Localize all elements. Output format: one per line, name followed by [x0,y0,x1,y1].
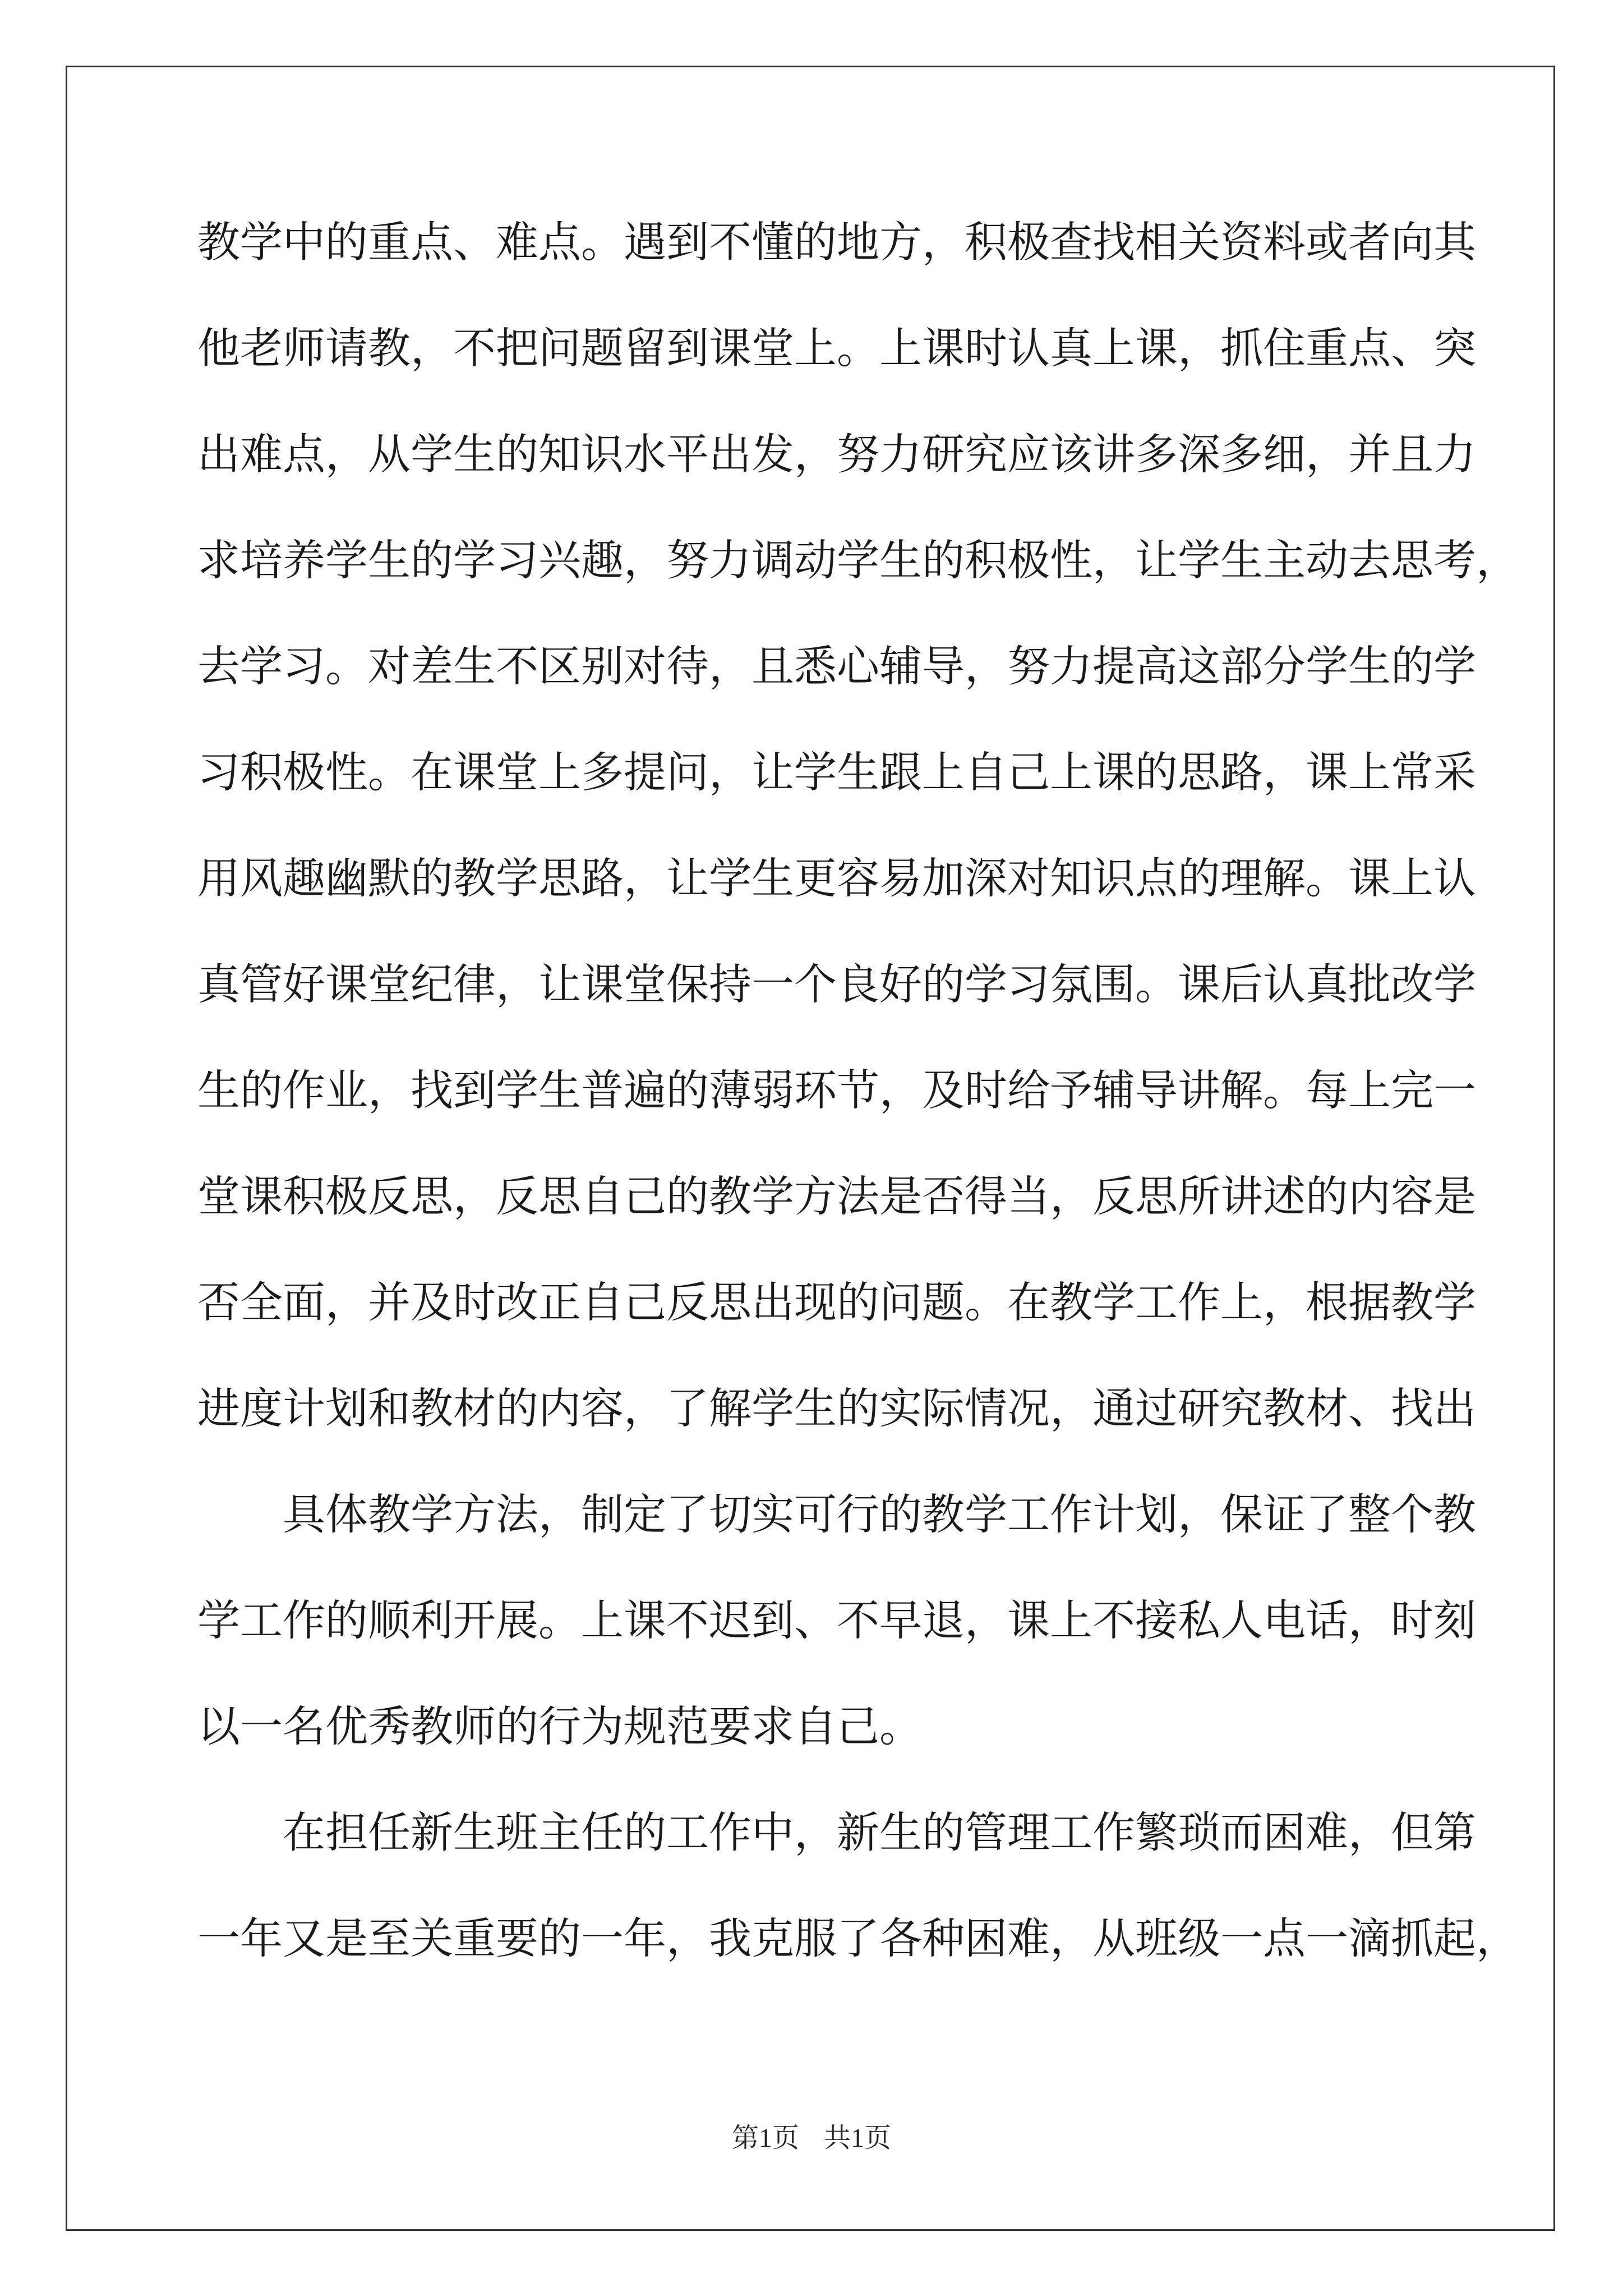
text-line: 去学习。对差生不区别对待，且悉心辅导，努力提高这部分学生的学 [197,641,1476,691]
text-line: 他老师请教，不把问题留到课堂上。上课时认真上课，抓住重点、突 [197,323,1476,373]
text-line: 教学中的重点、难点。遇到不懂的地方，积极查找相关资料或者向其 [197,217,1476,267]
paragraph-first-line: 具体教学方法，制定了切实可行的教学工作计划，保证了整个教 [283,1489,1476,1539]
text-line: 真管好课堂纪律，让课堂保持一个良好的学习氛围。课后认真批改学 [197,959,1476,1009]
text-line: 用风趣幽默的教学思路，让学生更容易加深对知识点的理解。课上认 [197,853,1476,903]
text-line: 堂课积极反思，反思自己的教学方法是否得当，反思所讲述的内容是 [197,1171,1476,1221]
page-total: 共1页 [824,2123,892,2153]
paragraph-first-line: 在担任新生班主任的工作中，新生的管理工作繁琐而困难，但第 [283,1807,1476,1857]
text-line: 进度计划和教材的内容，了解学生的实际情况，通过研究教材、找出 [197,1383,1476,1433]
text-line: 生的作业，找到学生普遍的薄弱环节，及时给予辅导讲解。每上完一 [197,1065,1476,1115]
page-number: 第1页 [731,2123,799,2153]
text-line: 一年又是至关重要的一年，我克服了各种困难，从班级一点一滴抓起， [197,1913,1519,1963]
page-footer [0,2122,1623,2155]
text-line: 否全面，并及时改正自己反思出现的问题。在教学工作上，根据教学 [197,1277,1476,1327]
text-line: 学工作的顺利开展。上课不迟到、不早退，课上不接私人电话，时刻 [197,1595,1476,1645]
text-line: 以一名优秀教师的行为规范要求自己。 [197,1701,922,1751]
text-line: 出难点，从学生的知识水平出发，努力研究应该讲多深多细，并且力 [197,429,1476,479]
text-line: 求培养学生的学习兴趣，努力调动学生的积极性，让学生主动去思考， [197,535,1519,585]
page-border [66,66,1555,2231]
text-line: 习积极性。在课堂上多提问，让学生跟上自己上课的思路，课上常采 [197,747,1476,797]
